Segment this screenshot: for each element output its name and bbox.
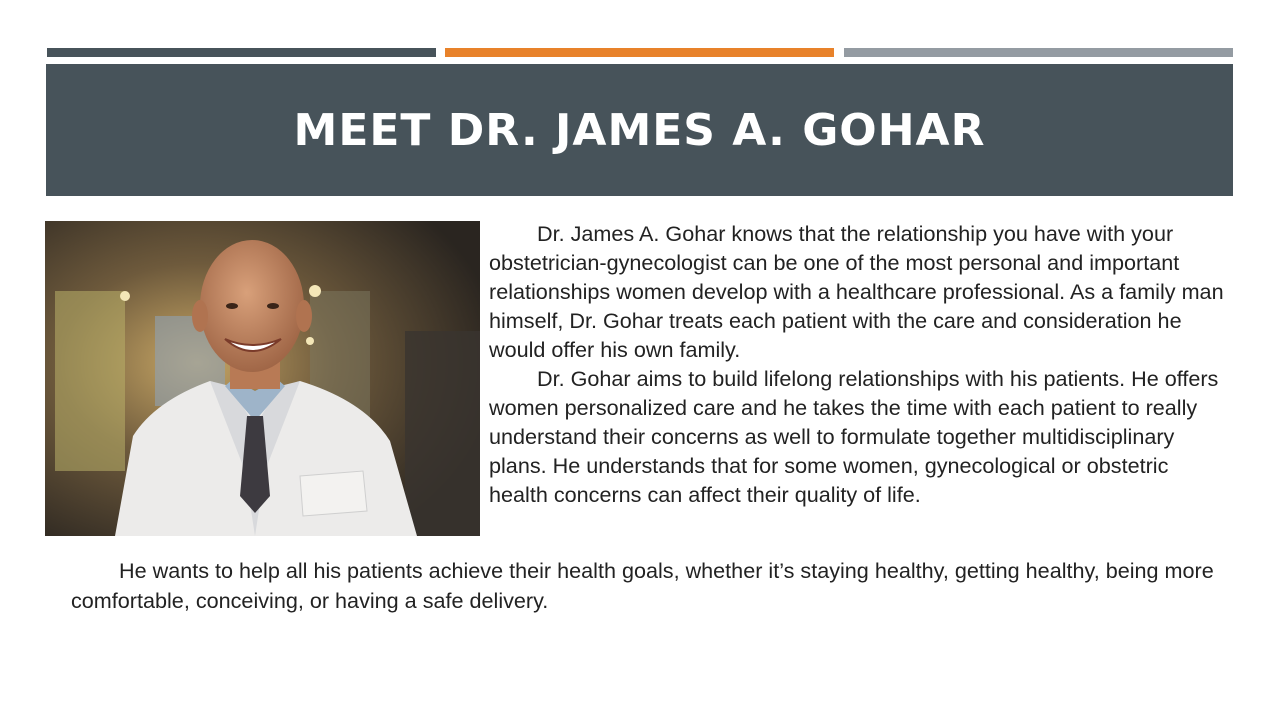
bio-text bbox=[489, 219, 1224, 509]
accent-bar-dark bbox=[47, 48, 436, 57]
closing-paragraph: He wants to help all his patients achieve their health goals, whether it’s staying healthy, getting healthy, being more comfortable, conceiving, or having a safe delivery. bbox=[71, 558, 1214, 613]
bio-paragraph-2: Dr. Gohar aims to build lifelong relationships with his patients. He offers women personalized care and he takes the time with each patient to really understand their concerns as well to formulate together multidisciplinary plans. He understands that for some women, gynecological or obstetric health concerns can affect their quality of life. bbox=[489, 366, 1219, 507]
title-band bbox=[46, 64, 1233, 196]
accent-bar-orange bbox=[445, 48, 834, 57]
doctor-photo bbox=[45, 221, 480, 536]
accent-bar-gray bbox=[844, 48, 1233, 57]
slide-title: MEET DR. JAMES A. GOHAR bbox=[293, 105, 986, 156]
bio-paragraph-1: Dr. James A. Gohar knows that the relationship you have with your obstetrician-gynecologist can be one of the most personal and important relationships women develop with a healthcare professional. As a family man himself, Dr. Gohar treats each patient with the care and consideration he would offer his own family. bbox=[489, 221, 1224, 362]
